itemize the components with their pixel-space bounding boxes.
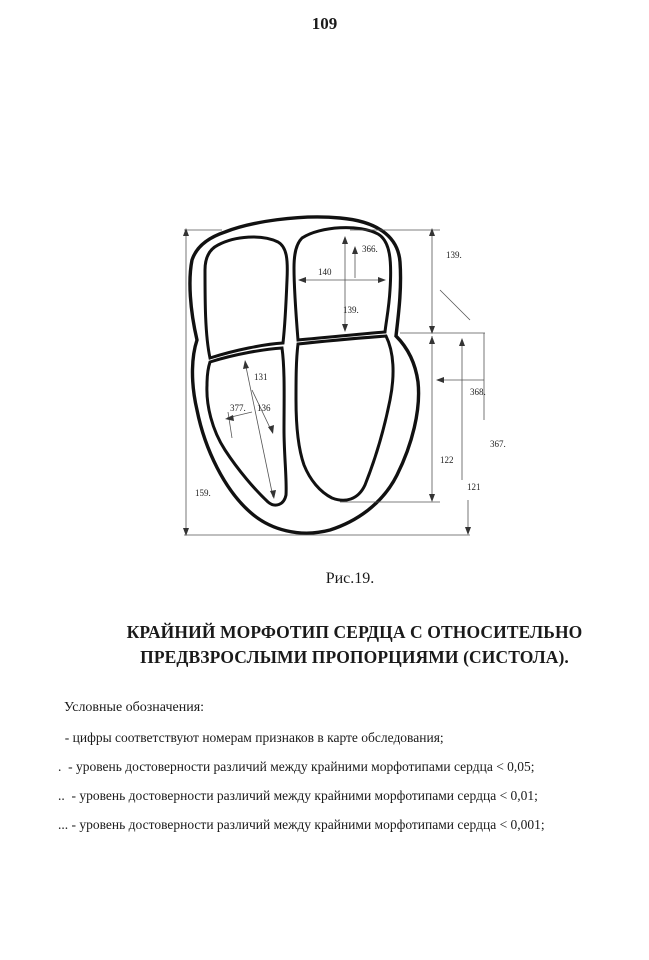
left-lower-chamber: [207, 348, 286, 505]
left-upper-chamber: [205, 237, 287, 358]
label-377: 377.: [230, 403, 246, 413]
label-131: 131: [254, 372, 268, 382]
label-368: 368.: [470, 387, 486, 397]
label-367: 367.: [490, 439, 506, 449]
label-139-center: 139.: [343, 305, 359, 315]
legend-item-digits: - цифры соответствуют номерам признаков в карте обследования;: [58, 730, 444, 745]
right-lower-chamber: [296, 336, 393, 500]
legend-item-p0001: ... - уровень достоверности различий между крайними морфотипами сердца < 0,001;: [58, 817, 545, 832]
label-140: 140: [318, 267, 332, 277]
label-366: 366.: [362, 244, 378, 254]
label-139-top-right: 139.: [446, 250, 462, 260]
page-number: 109: [311, 14, 338, 33]
legend-heading: Условные обозначения:: [64, 700, 205, 715]
legend-item-p005: . - уровень достоверности различий между крайними морфотипами сердца < 0,05;: [58, 759, 535, 774]
arrow-122-top: [429, 336, 435, 344]
legend-item-p001: .. - уровень достоверности различий между крайними морфотипами сердца < 0,01;: [58, 788, 538, 803]
page-title: [30, 620, 649, 670]
arrow-140-left: [298, 277, 306, 283]
title-line-1: КРАЙНИЙ МОРФОТИП СЕРДЦА С ОТНОСИТЕЛЬНО: [126, 622, 583, 642]
arrow-366-up: [352, 246, 358, 254]
arrow-368-left: [436, 377, 444, 383]
arrow-139c-top: [342, 236, 348, 244]
label-121: 121: [467, 482, 481, 492]
arrow-131-bottom: [270, 490, 276, 499]
outer-heart-contour: [190, 217, 419, 533]
arrow-131-top: [243, 360, 249, 369]
dim-139-diag: [440, 290, 470, 320]
arrow-368-up: [459, 338, 465, 346]
arrow-140-right: [378, 277, 386, 283]
label-122: 122: [440, 455, 454, 465]
dim-131-line: [245, 362, 273, 497]
arrow-139c-bottom: [342, 324, 348, 332]
arrow-139-top: [429, 228, 435, 236]
label-159: 159.: [195, 488, 211, 498]
arrow-367-down: [465, 527, 471, 535]
figure-caption: Рис.19.: [325, 570, 375, 587]
title-line-2: ПРЕДВЗРОСЛЫМИ ПРОПОРЦИЯМИ (СИСТОЛА).: [140, 647, 569, 667]
arrow-122-bottom: [429, 494, 435, 502]
label-136: 136: [257, 403, 271, 413]
arrow-159-top: [183, 228, 189, 236]
